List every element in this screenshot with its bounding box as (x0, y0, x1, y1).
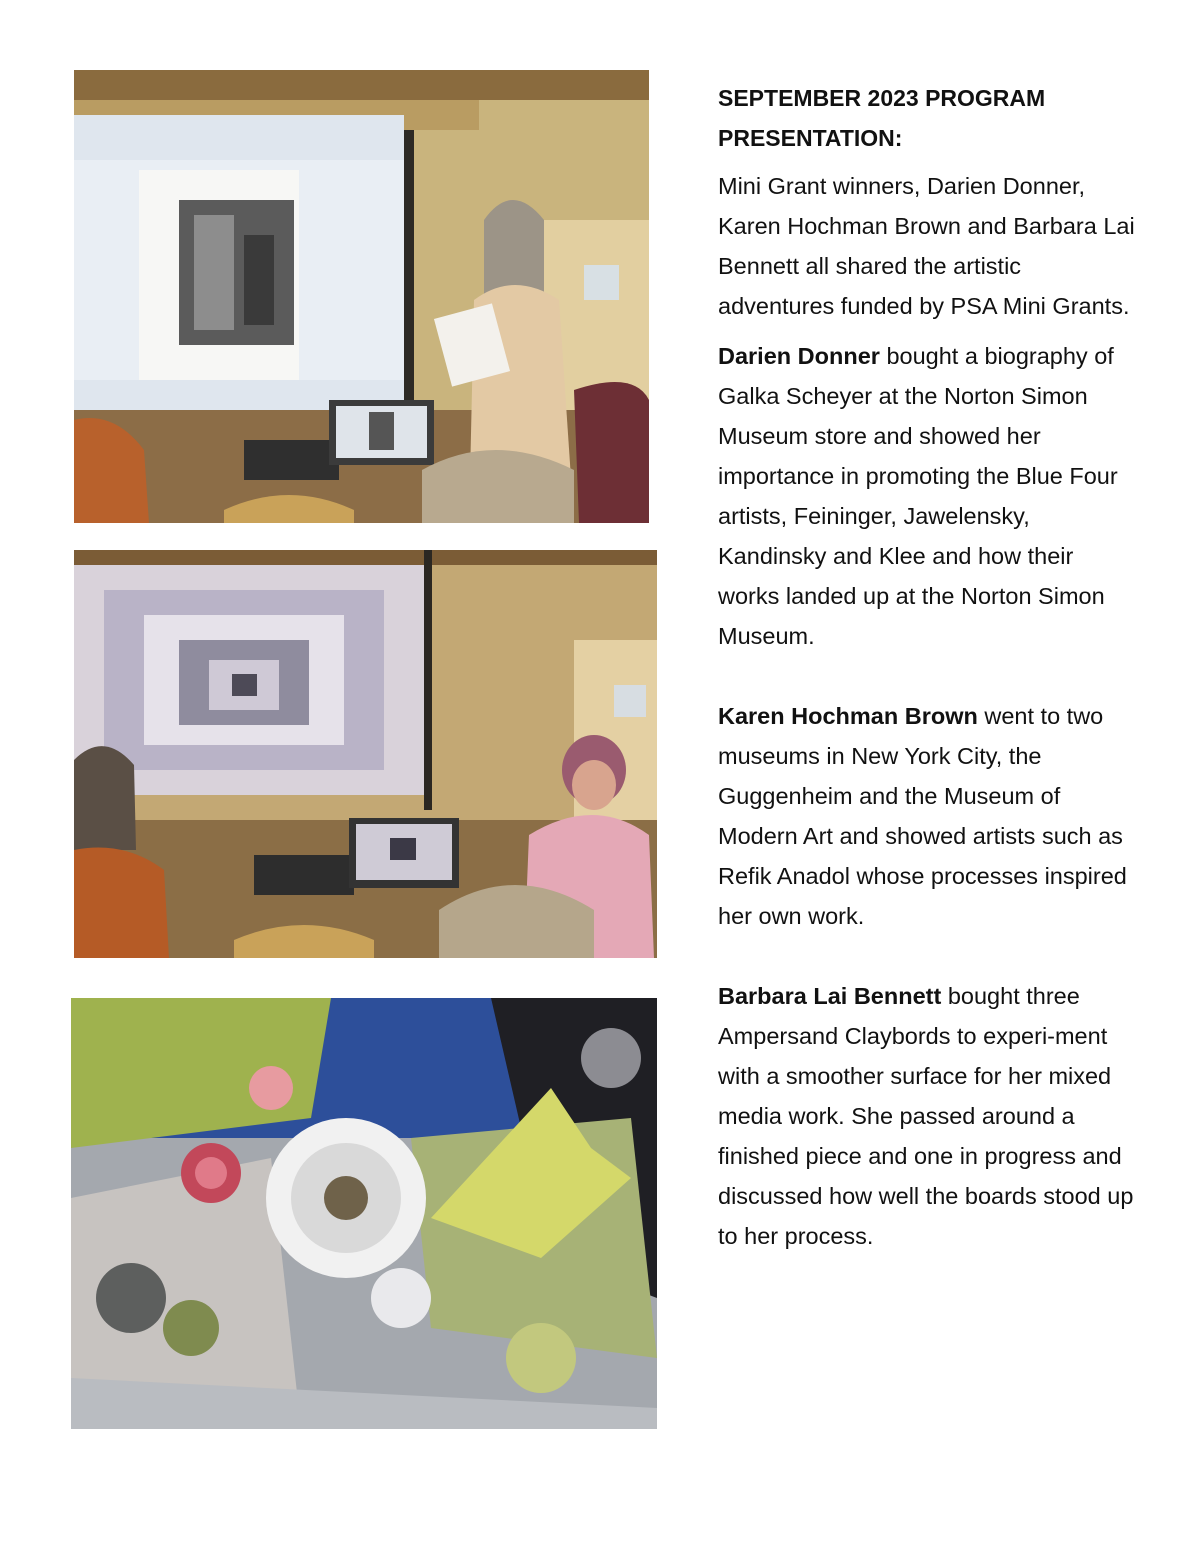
section-text: bought three Ampersand Claybords to experi-ment with a smoother surface for her mixed media work. She passed around a finished piece and one in progress and discussed how well the boards stood up to her process. (718, 983, 1134, 1249)
section-paragraph-karen (718, 696, 1138, 936)
presentation-photo-1 (74, 70, 649, 523)
section-name: Darien Donner (718, 343, 880, 369)
section-paragraph-darien (718, 336, 1138, 656)
section-name: Barbara Lai Bennett (718, 983, 942, 1009)
section-text: bought a biography of Galka Scheyer at the Norton Simon Museum store and showed her importance in promoting the Blue Four artists, Feininger, Jawelensky, Kandinsky and Klee and how their works landed up at the Norton Simon Museum. (718, 343, 1118, 649)
article-text-column (718, 78, 1138, 1266)
photo-artwork-barbara (71, 998, 657, 1429)
mixed-media-artwork (71, 998, 657, 1429)
photo-presenter-karen (74, 550, 657, 958)
intro-paragraph: Mini Grant winners, Darien Donner, Karen Hochman Brown and Barbara Lai Bennett all shared the artistic adventures funded by PSA Mini Grants. (718, 173, 1135, 319)
page-title: SEPTEMBER 2023 PROGRAM PRESENTATION: (718, 85, 1046, 151)
section-paragraph-barbara (718, 976, 1138, 1256)
section-name: Karen Hochman Brown (718, 703, 978, 729)
presentation-photo-2 (74, 550, 657, 958)
photo-presenter-darien (74, 70, 649, 523)
section-text: went to two museums in New York City, the Guggenheim and the Museum of Modern Art and showed artists such as Refik Anadol whose processes inspired her own work. (718, 703, 1127, 929)
